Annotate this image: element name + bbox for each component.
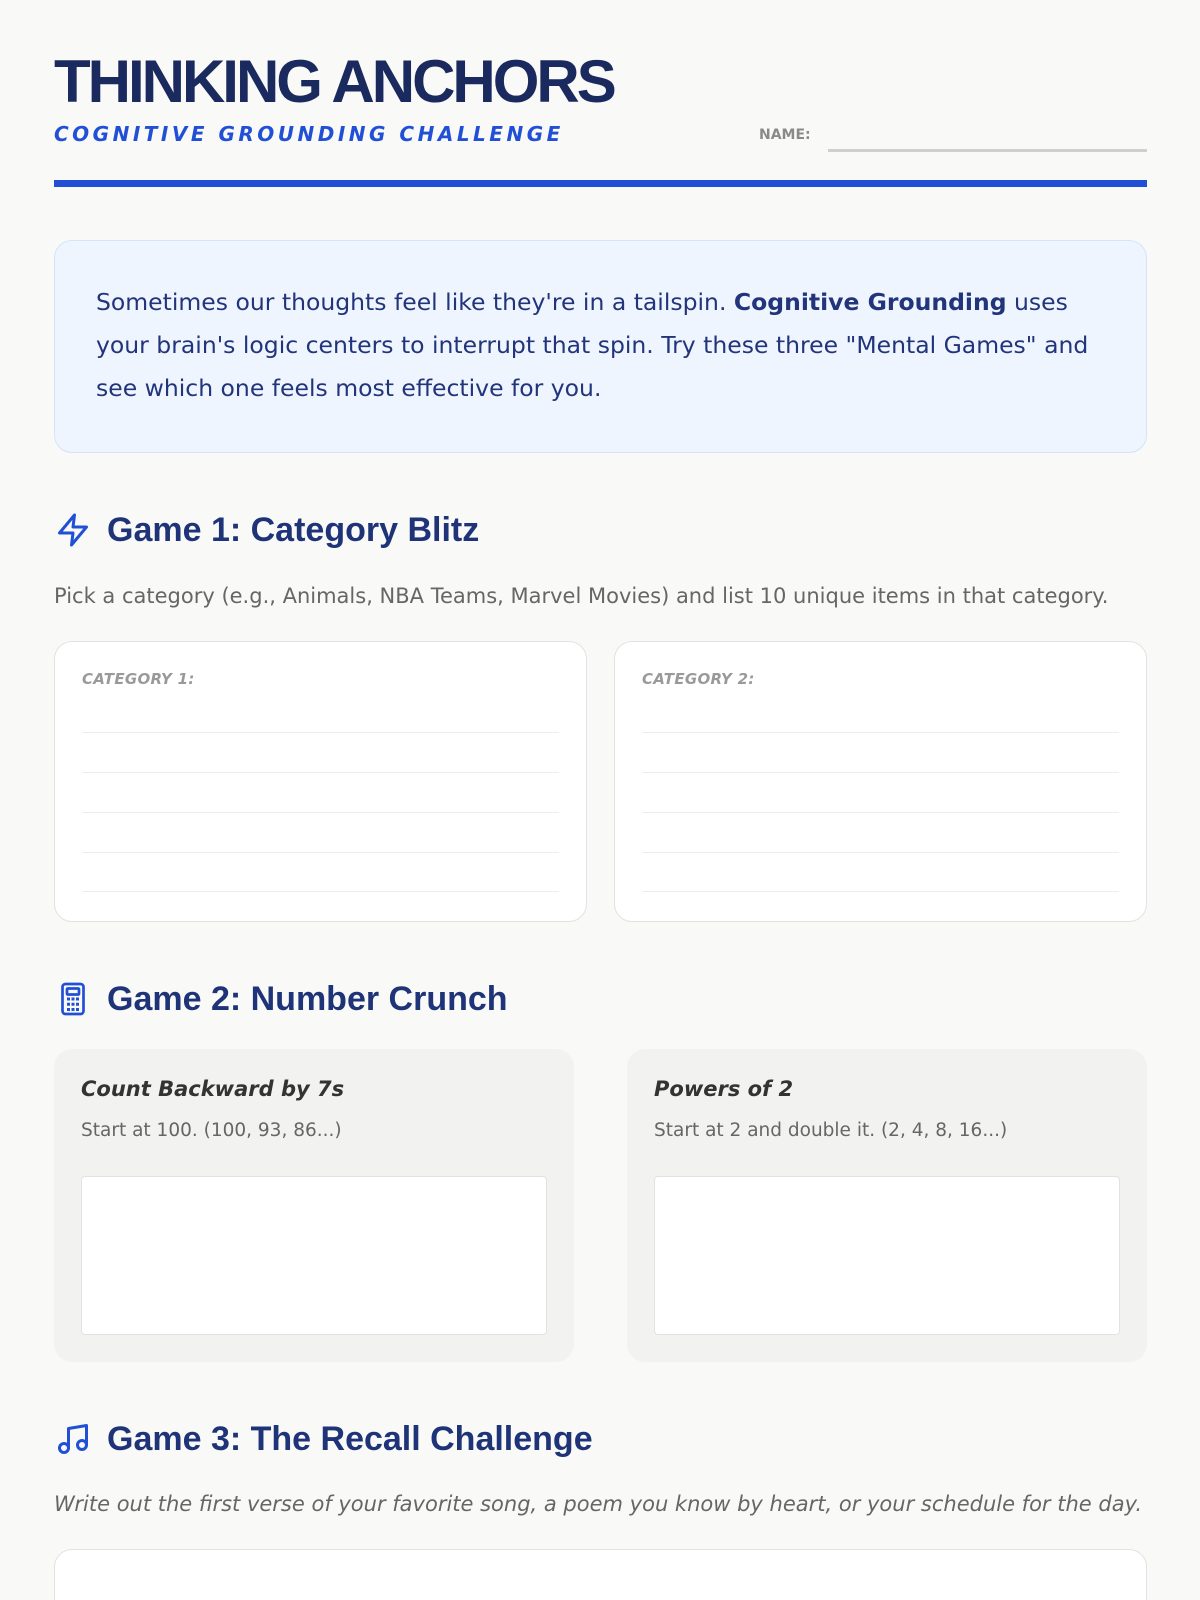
number-card-1 <box>54 1049 574 1362</box>
game3-heading: Game 3: The Recall Challenge <box>107 1420 593 1458</box>
recall-answer-box[interactable] <box>54 1549 1147 1600</box>
page-title: THINKING ANCHORS <box>54 48 614 115</box>
writing-lines[interactable] <box>642 732 1119 892</box>
worksheet-header <box>54 0 1147 187</box>
music-note-icon <box>54 1420 92 1458</box>
category-label: CATEGORY 1: <box>82 670 195 688</box>
header-divider <box>54 180 1147 187</box>
number-card-description: Start at 2 and double it. (2, 4, 8, 16...) <box>654 1120 1008 1141</box>
intro-text-end: uses your brain's logic centers to interrupt that spin. Try these three "Mental Games" and see which one feels most effective for you. <box>96 288 1089 402</box>
category-card-1 <box>54 641 587 922</box>
game2-heading: Game 2: Number Crunch <box>107 980 508 1018</box>
page-subtitle: COGNITIVE GROUNDING CHALLENGE <box>54 122 564 146</box>
answer-box[interactable] <box>654 1176 1120 1335</box>
name-field[interactable] <box>828 149 1147 152</box>
game1-description: Pick a category (e.g., Animals, NBA Teams, Marvel Movies) and list 10 unique items in that category. <box>54 584 1109 608</box>
number-card-2 <box>627 1049 1147 1362</box>
game2-heading-row <box>54 977 508 1021</box>
number-card-description: Start at 100. (100, 93, 86...) <box>81 1120 342 1141</box>
category-card-2 <box>614 641 1147 922</box>
lightning-icon <box>54 511 92 549</box>
worksheet-page <box>54 0 1147 1516</box>
category-label: CATEGORY 2: <box>642 670 755 688</box>
intro-text-start: Sometimes our thoughts feel like they're in a tailspin. <box>96 288 734 316</box>
intro-text-bold: Cognitive Grounding <box>733 288 1007 316</box>
game1-heading: Game 1: Category Blitz <box>107 511 480 549</box>
writing-lines[interactable] <box>82 732 559 892</box>
number-card-title: Powers of 2 <box>654 1077 794 1101</box>
game1-heading-row <box>54 508 479 552</box>
name-label: NAME: <box>759 127 811 143</box>
calculator-icon <box>54 980 92 1018</box>
number-card-title: Count Backward by 7s <box>81 1077 345 1101</box>
intro-callout <box>54 240 1147 453</box>
game3-description: Write out the first verse of your favorite song, a poem you know by heart, or your schedule for the day. <box>54 1492 1143 1516</box>
game3-heading-row <box>54 1417 593 1461</box>
answer-box[interactable] <box>81 1176 547 1335</box>
